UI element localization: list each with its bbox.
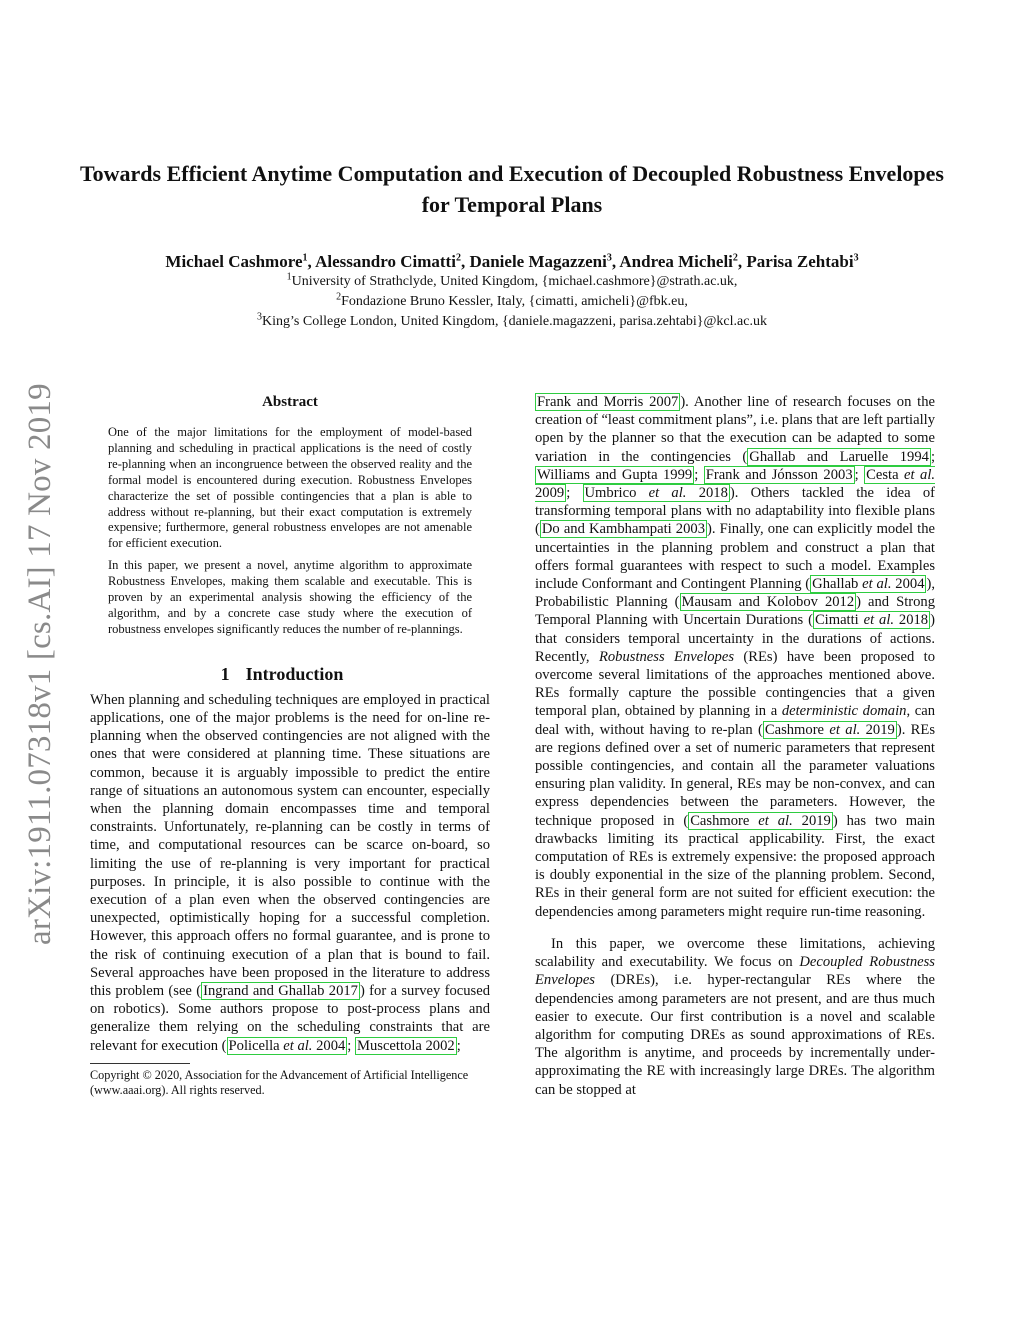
citation-link[interactable]: Do and Kambhampati 2003 — [541, 521, 705, 538]
author-name: Parisa Zehtabi — [746, 252, 854, 271]
abstract-paragraph: One of the major limitations for the employment of model-based planning and scheduling in practical applications is the need of costly re-planning when an incongruence between the observed reality and the formal model is encountered during execution. Robustness Envelopes characterize the set of possible contingencies that a plan is able to address without re-planning, but their exact computation is extremely expensive; furthermore, general robustness envelopes are not amenable for efficient execution. — [108, 425, 472, 551]
citation-link[interactable]: Ghallab and Laruelle 1994 — [749, 448, 929, 465]
abstract-heading: Abstract — [262, 394, 318, 410]
citation-link[interactable]: Mausam and Kolobov 2012 — [681, 594, 855, 611]
author-list: Michael Cashmore$^1$, Alessandro Cimatti$^2$, Daniele Magazzeni$^3$, Andrea Micheli$^2$, Parisa Zehtabi$^3$ — [165, 252, 859, 271]
affiliations — [80, 272, 944, 332]
intro-paragraph: When planning and scheduling techniques are employed in practical applications, one of the major problems is the need for on-line re-planning when the observed contingencies are not aligned with the ones that were considered at planning time. These situations are common, because it is arguably impossible to predict the entire range of situations an autonomous system can encounter, especially when the planning domain encompasses time and temporal constraints. Unfortunately, re-planning can be costly in terms of time, and computational resources can be scarce on-board, so limiting the use of re-planning is very important for practical purposes. In principle, it is also possible to continue with the execution of a plan even when the observed contingencies are unexpected, optimistically hoping for a successful completion. However, this approach offers no formal guarantee, and is prone to the risk of continuing execution of a plan that is bound to fail. Several approaches have been proposed in the literature to address this problem (see ( Ingrand and Ghallab 2017 ) for a survey focused on robotics). Some authors propose to post-process plans and generalize them relying on the scheduling constraints that are relevant for execution ( Policella et al. 2004 ; Muscettola 2002 ; — [90, 691, 490, 1054]
left-column — [90, 390, 490, 1099]
paper-title: Towards Efficient Anytime Computation and Execution of Decoupled Robustness Envelopes for Temporal Plans — [80, 161, 944, 217]
citation-link[interactable]: Cimatti et al. 2018 — [814, 612, 929, 629]
citation-link[interactable]: Cashmore et al. 2019 — [764, 721, 895, 738]
section-number: 1 — [220, 663, 230, 684]
author-affiliation-mark: 2 — [455, 252, 461, 264]
citation-link[interactable]: Umbrico et al. 2018 — [584, 485, 728, 502]
citation-link[interactable]: Frank and Jónsson 2003 — [705, 466, 853, 483]
abstract — [108, 425, 472, 638]
footnote-divider — [90, 1063, 190, 1064]
author-affiliation-mark: 2 — [732, 252, 738, 264]
author-name: Daniele Magazzeni — [469, 252, 607, 271]
author-name: Andrea Micheli — [619, 252, 733, 271]
citation-link[interactable]: Ghallab et al. 2004 — [812, 576, 925, 593]
arxiv-identifier: arXiv:1911.07318v1 [cs.AI] 17 Nov 2019 — [22, 383, 58, 945]
citation-link[interactable]: Williams and Gupta 1999 — [537, 466, 693, 483]
author-affiliation-mark: 1 — [302, 252, 308, 264]
body-paragraph: In this paper, we overcome these limitations, achieving scalability and executability. We focus on Decoupled Robustness Envelopes (DREs), i.e. hyper-rectangular REs where the dependencies among parameters are not present, and are thus much easier to execute. Our first contribution is a novel and scalable algorithm for computing DREs as sound approximations of REs. The algorithm is anytime, and proceeds by incrementally under-approximating the RE with increasingly large DREs. The algorithm can be stopped at — [535, 935, 935, 1098]
author-affiliation-mark: 3 — [606, 252, 612, 264]
author-name: Michael Cashmore — [165, 252, 303, 271]
right-column — [535, 393, 935, 1099]
author-affiliation-mark: 3 — [853, 252, 859, 264]
citation-link[interactable]: Cashmore et al. 2019 — [690, 812, 831, 829]
citation-link[interactable]: Muscettola 2002 — [357, 1037, 455, 1054]
copyright-footnote: Copyright © 2020, Association for the Advancement of Artificial Intelligence (www.aaai.org). All rights reserved. — [90, 1067, 469, 1098]
abstract-paragraph: In this paper, we present a novel, anytime algorithm to approximate Robustness Envelopes, making them scalable and executable. This is proven by an experimental analysis showing the efficiency of the algorithm, and by a concrete case study where the execution of robustness envelopes significantly reduces the number of re-plannings. — [108, 558, 472, 636]
citation-link[interactable]: Frank and Morris 2007 — [537, 394, 679, 410]
affiliation-line: $^1$University of Strathclyde, United Kingdom, {michael.cashmore}@strath.ac.uk, — [286, 271, 738, 289]
author-name: Alessandro Cimatti — [315, 252, 456, 271]
section-title: Introduction — [245, 663, 344, 684]
affiliation-line: $^2$Fondazione Bruno Kessler, Italy, {cimatti, amicheli}@fbk.eu, — [336, 291, 688, 309]
affiliation-line: $^3$King’s College London, United Kingdom, {daniele.magazzeni, parisa.zehtabi}@kcl.ac.uk — [257, 311, 767, 329]
body-paragraph: Frank and Morris 2007 ). Another line of research focuses on the creation of “least commitment plans”, i.e. plans that are left partially open by the planner so that the execution can be adapted to some variation in the contingencies ( Ghallab and Laruelle 1994 ; Williams and Gupta 1999 ; Frank and Jónsson 2003 ; Cesta et al. 2009 ; Umbrico et al. 2018 ). Others tackled the idea of transforming temporal plans with no adaptability into flexible plans ( Do and Kambhampati 2003 ). Finally, one can explicitly model the uncertainties in the planning problem and construct a plan that offers formal guarantees with respect to such a model. Examples include Conformant and Contingent Planning ( Ghallab et al. 2004 ), Probabilistic Planning ( Mausam and Kolobov 2012 ) and Strong Temporal Planning with Uncertain Durations ( Cimatti et al. 2018 ) that considers temporal uncertainty in the durations of actions. Recently, Robustness Envelopes (REs) have been proposed to overcome several limitations of the approaches mentioned above. REs formally capture the possible contingencies that a given temporal plan, obtained by planning in a deterministic domain, can deal with, without having to re-plan ( Cashmore et al. 2019 ). REs are regions defined over a set of numeric parameters that represent possible contingencies, and contain all the parameter valuations ensuring plan validity. In general, REs may be non-convex, and can express dependencies between the parameters. However, the technique proposed in ( Cashmore et al. 2019 ) has two main drawbacks limiting its practical applicability. First, the exact computation of REs is extremely expensive: the proposed approach is doubly exponential in the size of the planning problem. Second, REs in their general form are not suited for efficient execution: the dependencies among parameters might require run-time reasoning. — [535, 394, 936, 920]
citation-link[interactable]: Policella et al. 2004 — [228, 1037, 346, 1054]
citation-link[interactable]: Cesta et al. 2009 — [535, 466, 936, 502]
citation-link[interactable]: Ingrand and Ghallab 2017 — [203, 983, 358, 1000]
section-heading-introduction — [90, 664, 490, 685]
